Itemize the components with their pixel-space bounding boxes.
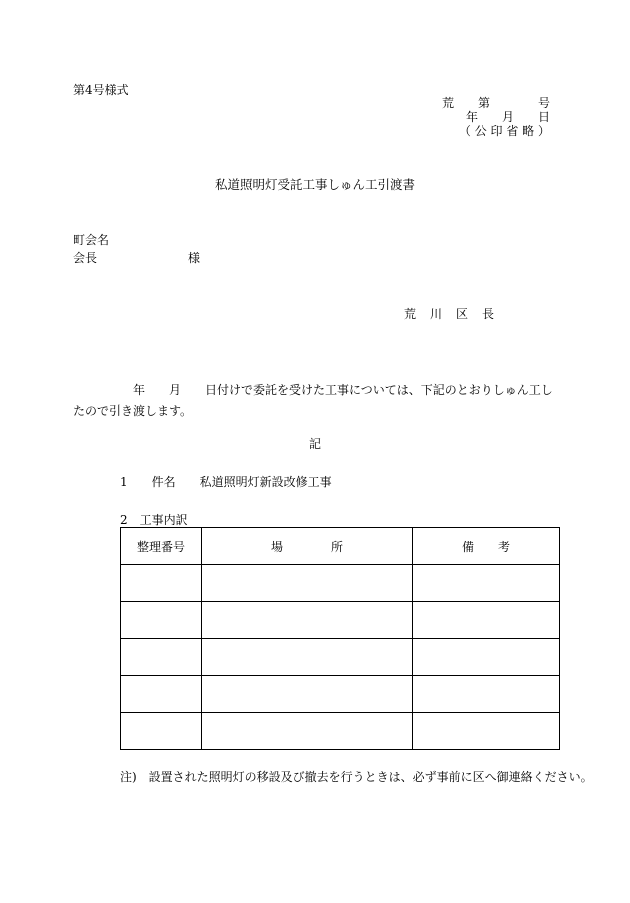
table-cell[interactable]: [121, 565, 202, 602]
body-text: 年 月 日付けで委託を受けた工事については、下記のとおりしゅん工したので引き渡します。: [73, 383, 553, 418]
item-subject: 1 件名 私道照明灯新設改修工事: [120, 475, 332, 489]
seal-omitted-line: （ 公 印 省 略 ）: [458, 124, 550, 138]
table-cell[interactable]: [413, 639, 560, 676]
date-line: 年 月 日: [465, 110, 550, 124]
table-row: [121, 713, 560, 750]
form-number: 第4号様式: [73, 83, 129, 97]
header-serial-number: 整理番号: [121, 528, 202, 565]
document-number-line: 荒 第 号: [441, 96, 550, 110]
table-row: [121, 565, 560, 602]
table-cell[interactable]: [413, 676, 560, 713]
header-remarks: 備 考: [413, 528, 560, 565]
table-cell[interactable]: [202, 602, 413, 639]
ki-heading: 記: [308, 437, 321, 451]
table-cell[interactable]: [121, 676, 202, 713]
town-association-label: 町会名: [73, 233, 110, 247]
table-cell[interactable]: [413, 565, 560, 602]
table-cell[interactable]: [202, 676, 413, 713]
document-title: 私道照明灯受託工事しゅん工引渡書: [214, 177, 415, 192]
table-cell[interactable]: [121, 639, 202, 676]
table-cell[interactable]: [413, 713, 560, 750]
header-location: 場 所: [202, 528, 413, 565]
table-cell[interactable]: [202, 565, 413, 602]
table-cell[interactable]: [413, 602, 560, 639]
table-row: [121, 639, 560, 676]
honorific: 様: [188, 251, 201, 265]
table-row: [121, 676, 560, 713]
table-cell[interactable]: [202, 713, 413, 750]
table-cell[interactable]: [202, 639, 413, 676]
breakdown-table: [120, 527, 560, 750]
item-breakdown-label: 2 工事内訳: [120, 513, 188, 527]
table-cell[interactable]: [121, 713, 202, 750]
table-cell[interactable]: [121, 602, 202, 639]
sender-name: 荒 川 区 長: [404, 307, 496, 321]
chairperson-label: 会長: [73, 251, 98, 265]
table-header-row: [121, 528, 560, 565]
table-row: [121, 602, 560, 639]
note-text: 注) 設置された照明灯の移設及び撤去を行うときは、必ず事前に区へ御連絡ください。: [120, 770, 593, 784]
document-meta: [420, 96, 550, 138]
